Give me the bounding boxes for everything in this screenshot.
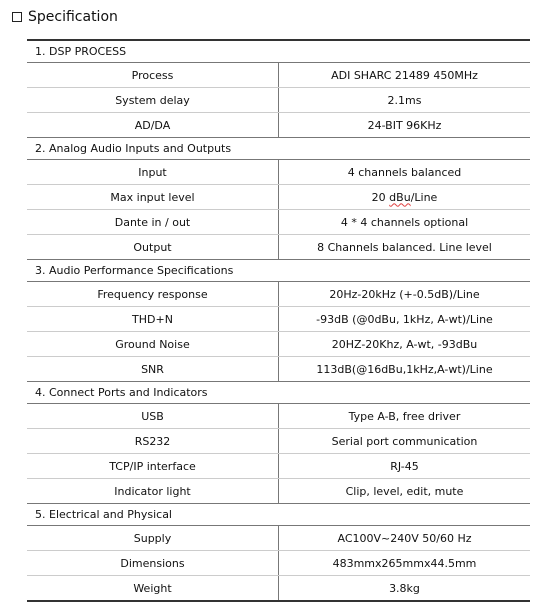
- table-row: [27, 113, 530, 138]
- checkbox-square-icon: [12, 12, 22, 22]
- section-header-analog-audio: [27, 138, 530, 160]
- spec-value: 2.1ms: [279, 88, 531, 113]
- spec-label: Frequency response: [27, 282, 279, 307]
- spec-label: Max input level: [27, 185, 279, 210]
- table-row: [27, 160, 530, 185]
- spec-value: Type A-B, free driver: [279, 404, 531, 429]
- table-row: [27, 357, 530, 382]
- table-row: [27, 479, 530, 504]
- spec-label: Ground Noise: [27, 332, 279, 357]
- spec-value: Serial port communication: [279, 429, 531, 454]
- section-title: 2. Analog Audio Inputs and Outputs: [27, 138, 530, 160]
- table-row: [27, 307, 530, 332]
- spec-label: Input: [27, 160, 279, 185]
- section-header-dsp-process: [27, 40, 530, 63]
- spec-label: Supply: [27, 526, 279, 551]
- spec-value: 8 Channels balanced. Line level: [317, 240, 492, 254]
- table-row: [27, 88, 530, 113]
- section-title: 4. Connect Ports and Indicators: [27, 382, 530, 404]
- spec-label: THD+N: [27, 307, 279, 332]
- spec-label: System delay: [27, 88, 279, 113]
- spec-value: 20Hz-20kHz (+-0.5dB)/Line: [279, 282, 531, 307]
- spec-value: 20HZ-20Khz, A-wt, -93dBu: [279, 332, 531, 357]
- spec-value: 3.8kg: [389, 581, 420, 595]
- table-row: [27, 551, 530, 576]
- table-row: [27, 526, 530, 551]
- table-row: [27, 63, 530, 88]
- section-header-electrical-physical: [27, 504, 530, 526]
- table-row: [27, 576, 530, 602]
- section-header-ports-indicators: [27, 382, 530, 404]
- spec-label: AD/DA: [27, 113, 279, 138]
- table-row: [27, 454, 530, 479]
- section-title: 1. DSP PROCESS: [27, 40, 530, 63]
- section-header-audio-performance: [27, 260, 530, 282]
- table-row: [27, 235, 530, 260]
- page-heading: [12, 8, 118, 26]
- spec-value: 113dB(@16dBu,1kHz,A-wt)/Line: [316, 362, 493, 376]
- spec-label: Process: [27, 63, 279, 88]
- spec-value: -93dB (@0dBu, 1kHz, A-wt)/Line: [279, 307, 531, 332]
- table-row: [27, 282, 530, 307]
- specification-table: [27, 39, 530, 602]
- table-row: [27, 210, 530, 235]
- value-part-underlined: dBu: [389, 190, 411, 204]
- spec-value: RJ-45: [279, 454, 531, 479]
- spec-value: 4 channels balanced: [279, 160, 531, 185]
- spec-label: SNR: [27, 357, 279, 382]
- value-part: /Line: [410, 190, 438, 204]
- spec-value: Clip, level, edit, mute: [345, 484, 464, 498]
- table-row: [27, 332, 530, 357]
- table-row: [27, 429, 530, 454]
- spec-label: Indicator light: [27, 479, 279, 504]
- spec-label: USB: [27, 404, 279, 429]
- spec-value: AC100V~240V 50/60 Hz: [279, 526, 531, 551]
- spec-value: 483mmx265mmx44.5mm: [279, 551, 531, 576]
- spec-value-max-input: [279, 185, 531, 210]
- spec-label: Dimensions: [27, 551, 279, 576]
- spec-label: TCP/IP interface: [27, 454, 279, 479]
- spec-label: Weight: [27, 576, 279, 602]
- spec-value: ADI SHARC 21489 450MHz: [279, 63, 531, 88]
- section-title: 5. Electrical and Physical: [27, 504, 530, 526]
- table-row: [27, 404, 530, 429]
- spec-label: Dante in / out: [27, 210, 279, 235]
- table-row: [27, 185, 530, 210]
- spec-label: Output: [27, 235, 279, 260]
- spec-value: 24-BIT 96KHz: [367, 118, 442, 132]
- spec-value: 4 * 4 channels optional: [279, 210, 531, 235]
- spec-label: RS232: [27, 429, 279, 454]
- value-part: 20: [371, 190, 390, 204]
- page-title: Specification: [28, 9, 118, 25]
- section-title: 3. Audio Performance Specifications: [27, 260, 530, 282]
